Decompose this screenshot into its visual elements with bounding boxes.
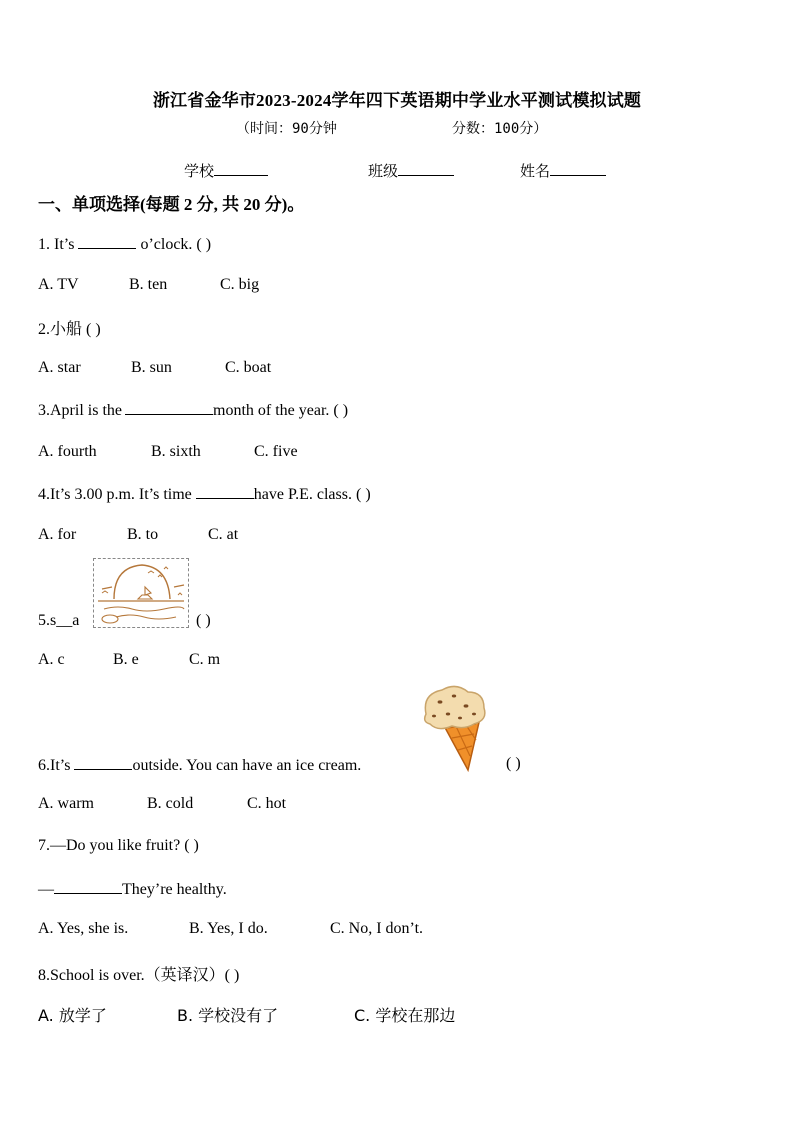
- school-blank[interactable]: [214, 161, 268, 176]
- q6-option-c[interactable]: C. hot: [247, 795, 287, 812]
- q8-option-c[interactable]: C. 学校在那边: [354, 1006, 456, 1025]
- class-blank[interactable]: [398, 161, 454, 176]
- question-5-word: 5.s__a: [38, 612, 80, 629]
- q7-option-c[interactable]: C. No, I don’t.: [330, 920, 424, 937]
- q5-option-b[interactable]: B. e: [113, 651, 139, 668]
- question-7-line-2: [38, 879, 227, 899]
- question-8: 8.School is over.（英译汉）( ): [38, 967, 240, 984]
- ice-cream-picture: [418, 684, 490, 774]
- ice-cream-icon: [418, 684, 490, 774]
- question-6-text-end: outside. You can have an ice cream.: [132, 757, 362, 774]
- question-3-blank[interactable]: [125, 400, 213, 415]
- question-1-blank[interactable]: [78, 234, 136, 249]
- q6-option-a[interactable]: A. warm: [38, 795, 94, 812]
- question-5-paren: ( ): [196, 612, 211, 629]
- q4-option-a[interactable]: A. for: [38, 526, 77, 543]
- exam-score: 分数：100分）: [452, 121, 548, 137]
- question-7: 7.—Do you like fruit? ( ): [38, 837, 199, 854]
- class-field[interactable]: [368, 160, 454, 181]
- name-field[interactable]: [520, 160, 606, 181]
- q7-option-a[interactable]: A. Yes, she is.: [38, 920, 129, 937]
- q1-option-c[interactable]: C. big: [220, 276, 260, 293]
- question-4-text-end: have P.E. class. ( ): [253, 486, 371, 503]
- school-label: 学校: [184, 162, 215, 180]
- q2-option-c[interactable]: C. boat: [225, 359, 272, 376]
- page-title: 浙江省金华市2023-2024学年四下英语期中学业水平测试模拟试题: [152, 91, 642, 110]
- question-6-blank[interactable]: [74, 755, 132, 770]
- name-blank[interactable]: [550, 161, 606, 176]
- school-field[interactable]: [184, 160, 268, 181]
- question-1-text: 1. It’s: [38, 236, 75, 253]
- q2-option-b[interactable]: B. sun: [131, 359, 172, 376]
- question-4-text: 4.It’s 3.00 p.m. It’s time: [38, 486, 192, 503]
- q1-option-a[interactable]: A. TV: [38, 276, 79, 293]
- question-3-text: 3.April is the: [38, 402, 122, 419]
- question-7-dash: —: [38, 881, 54, 898]
- q8-option-b[interactable]: B. 学校没有了: [177, 1006, 279, 1025]
- q3-option-c[interactable]: C. five: [254, 443, 298, 460]
- q5-option-c[interactable]: C. m: [189, 651, 221, 668]
- q2-option-a[interactable]: A. star: [38, 359, 81, 376]
- q5-option-a[interactable]: A. c: [38, 651, 65, 668]
- question-6-text: 6.It’s: [38, 757, 71, 774]
- question-7-blank[interactable]: [54, 879, 122, 894]
- q8-option-a[interactable]: A. 放学了: [38, 1006, 107, 1025]
- question-4-blank[interactable]: [196, 484, 254, 499]
- question-7-text-end: They’re healthy.: [122, 881, 227, 898]
- question-6: [38, 755, 361, 775]
- q4-option-b[interactable]: B. to: [127, 526, 159, 543]
- sea-sunset-icon: [94, 559, 188, 627]
- question-3: [38, 400, 348, 420]
- question-1-text-end: o’clock. ( ): [140, 236, 212, 253]
- q7-option-b[interactable]: B. Yes, I do.: [189, 920, 268, 937]
- class-label: 班级: [368, 162, 399, 180]
- question-6-paren: ( ): [506, 755, 521, 772]
- sea-sunset-picture: [93, 558, 189, 628]
- exam-time: （时间：90分钟: [236, 121, 337, 137]
- name-label: 姓名: [520, 162, 551, 180]
- question-3-text-end: month of the year. ( ): [213, 402, 349, 419]
- q6-option-b[interactable]: B. cold: [147, 795, 194, 812]
- q4-option-c[interactable]: C. at: [208, 526, 239, 543]
- question-1: [38, 234, 211, 254]
- question-4: [38, 484, 371, 504]
- section-title: 一、单项选择(每题 2 分, 共 20 分)。: [38, 195, 305, 214]
- q3-option-a[interactable]: A. fourth: [38, 443, 97, 460]
- q1-option-b[interactable]: B. ten: [129, 276, 168, 293]
- q3-option-b[interactable]: B. sixth: [151, 443, 201, 460]
- question-2: 2.小船 ( ): [38, 321, 101, 338]
